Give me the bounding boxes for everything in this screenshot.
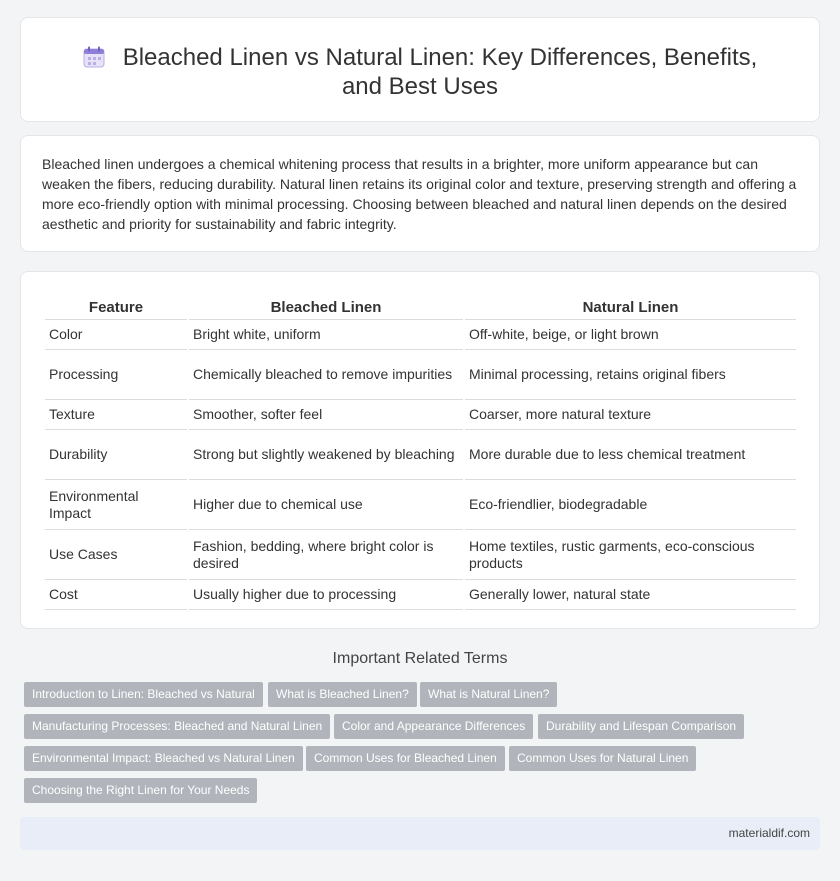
related-term-link[interactable]: What is Bleached Linen? (268, 682, 417, 707)
table-cell: Eco-friendlier, biodegradable (465, 480, 796, 530)
related-term-link[interactable]: Environmental Impact: Bleached vs Natural Linen (24, 746, 303, 771)
intro-paragraph: Bleached linen undergoes a chemical whitening process that results in a brighter, more uniform appearance but can weaken the fibers, reducing durability. Natural linen retains its original color and texture, preserving strength and offering a more eco-friendly option with minimal processing. Choosing between bleached and natural linen depends on the desired aesthetic and priority for sustainability and fabric integrity. (42, 156, 797, 232)
table-cell: Strong but slightly weakened by bleaching (189, 430, 463, 480)
comparison-card (20, 271, 820, 629)
footer-site-link[interactable]: materialdif.com (728, 826, 810, 840)
table-row (45, 350, 796, 400)
related-term-link[interactable]: Common Uses for Bleached Linen (306, 746, 505, 771)
table-header: Natural Linen (465, 296, 796, 320)
table-row (45, 430, 796, 480)
table-cell: Usually higher due to processing (189, 580, 463, 610)
table-cell: Chemically bleached to remove impurities (189, 350, 463, 400)
table-row (45, 400, 796, 430)
table-cell: Minimal processing, retains original fibers (465, 350, 796, 400)
table-cell: Processing (45, 350, 187, 400)
related-term-link[interactable]: What is Natural Linen? (420, 682, 557, 707)
related-term-link[interactable]: Manufacturing Processes: Bleached and Natural Linen (24, 714, 330, 739)
related-term-link[interactable]: Introduction to Linen: Bleached vs Natural (24, 682, 263, 707)
table-cell: Texture (45, 400, 187, 430)
title-card (20, 17, 820, 122)
table-cell: Higher due to chemical use (189, 480, 463, 530)
table-row (45, 530, 796, 580)
related-term-link[interactable]: Choosing the Right Linen for Your Needs (24, 778, 257, 803)
related-term-link[interactable]: Color and Appearance Differences (334, 714, 533, 739)
table-cell: Fashion, bedding, where bright color is desired (189, 530, 463, 580)
table-header: Feature (45, 296, 187, 320)
table-cell: Smoother, softer feel (189, 400, 463, 430)
intro-card (20, 135, 820, 252)
table-cell: Durability (45, 430, 187, 480)
table-cell: Environmental Impact (45, 480, 187, 530)
table-cell: Coarser, more natural texture (465, 400, 796, 430)
table-cell: Use Cases (45, 530, 187, 580)
table-cell: Color (45, 320, 187, 350)
comparison-table (43, 296, 798, 610)
table-cell: Home textiles, rustic garments, eco-conscious products (465, 530, 796, 580)
table-cell: More durable due to less chemical treatment (465, 430, 796, 480)
page-title (61, 43, 779, 101)
page-title-text: Bleached Linen vs Natural Linen: Key Differences, Benefits, and Best Uses (122, 44, 758, 100)
related-term-link[interactable]: Common Uses for Natural Linen (509, 746, 696, 771)
table-header: Bleached Linen (189, 296, 463, 320)
calendar-icon (83, 46, 105, 68)
footer (20, 817, 820, 850)
related-terms-title: Important Related Terms (332, 650, 508, 667)
table-row (45, 480, 796, 530)
table-row (45, 580, 796, 610)
table-cell: Cost (45, 580, 187, 610)
table-cell: Generally lower, natural state (465, 580, 796, 610)
related-term-link[interactable]: Durability and Lifespan Comparison (538, 714, 744, 739)
table-row (45, 320, 796, 350)
table-cell: Bright white, uniform (189, 320, 463, 350)
table-cell: Off-white, beige, or light brown (465, 320, 796, 350)
